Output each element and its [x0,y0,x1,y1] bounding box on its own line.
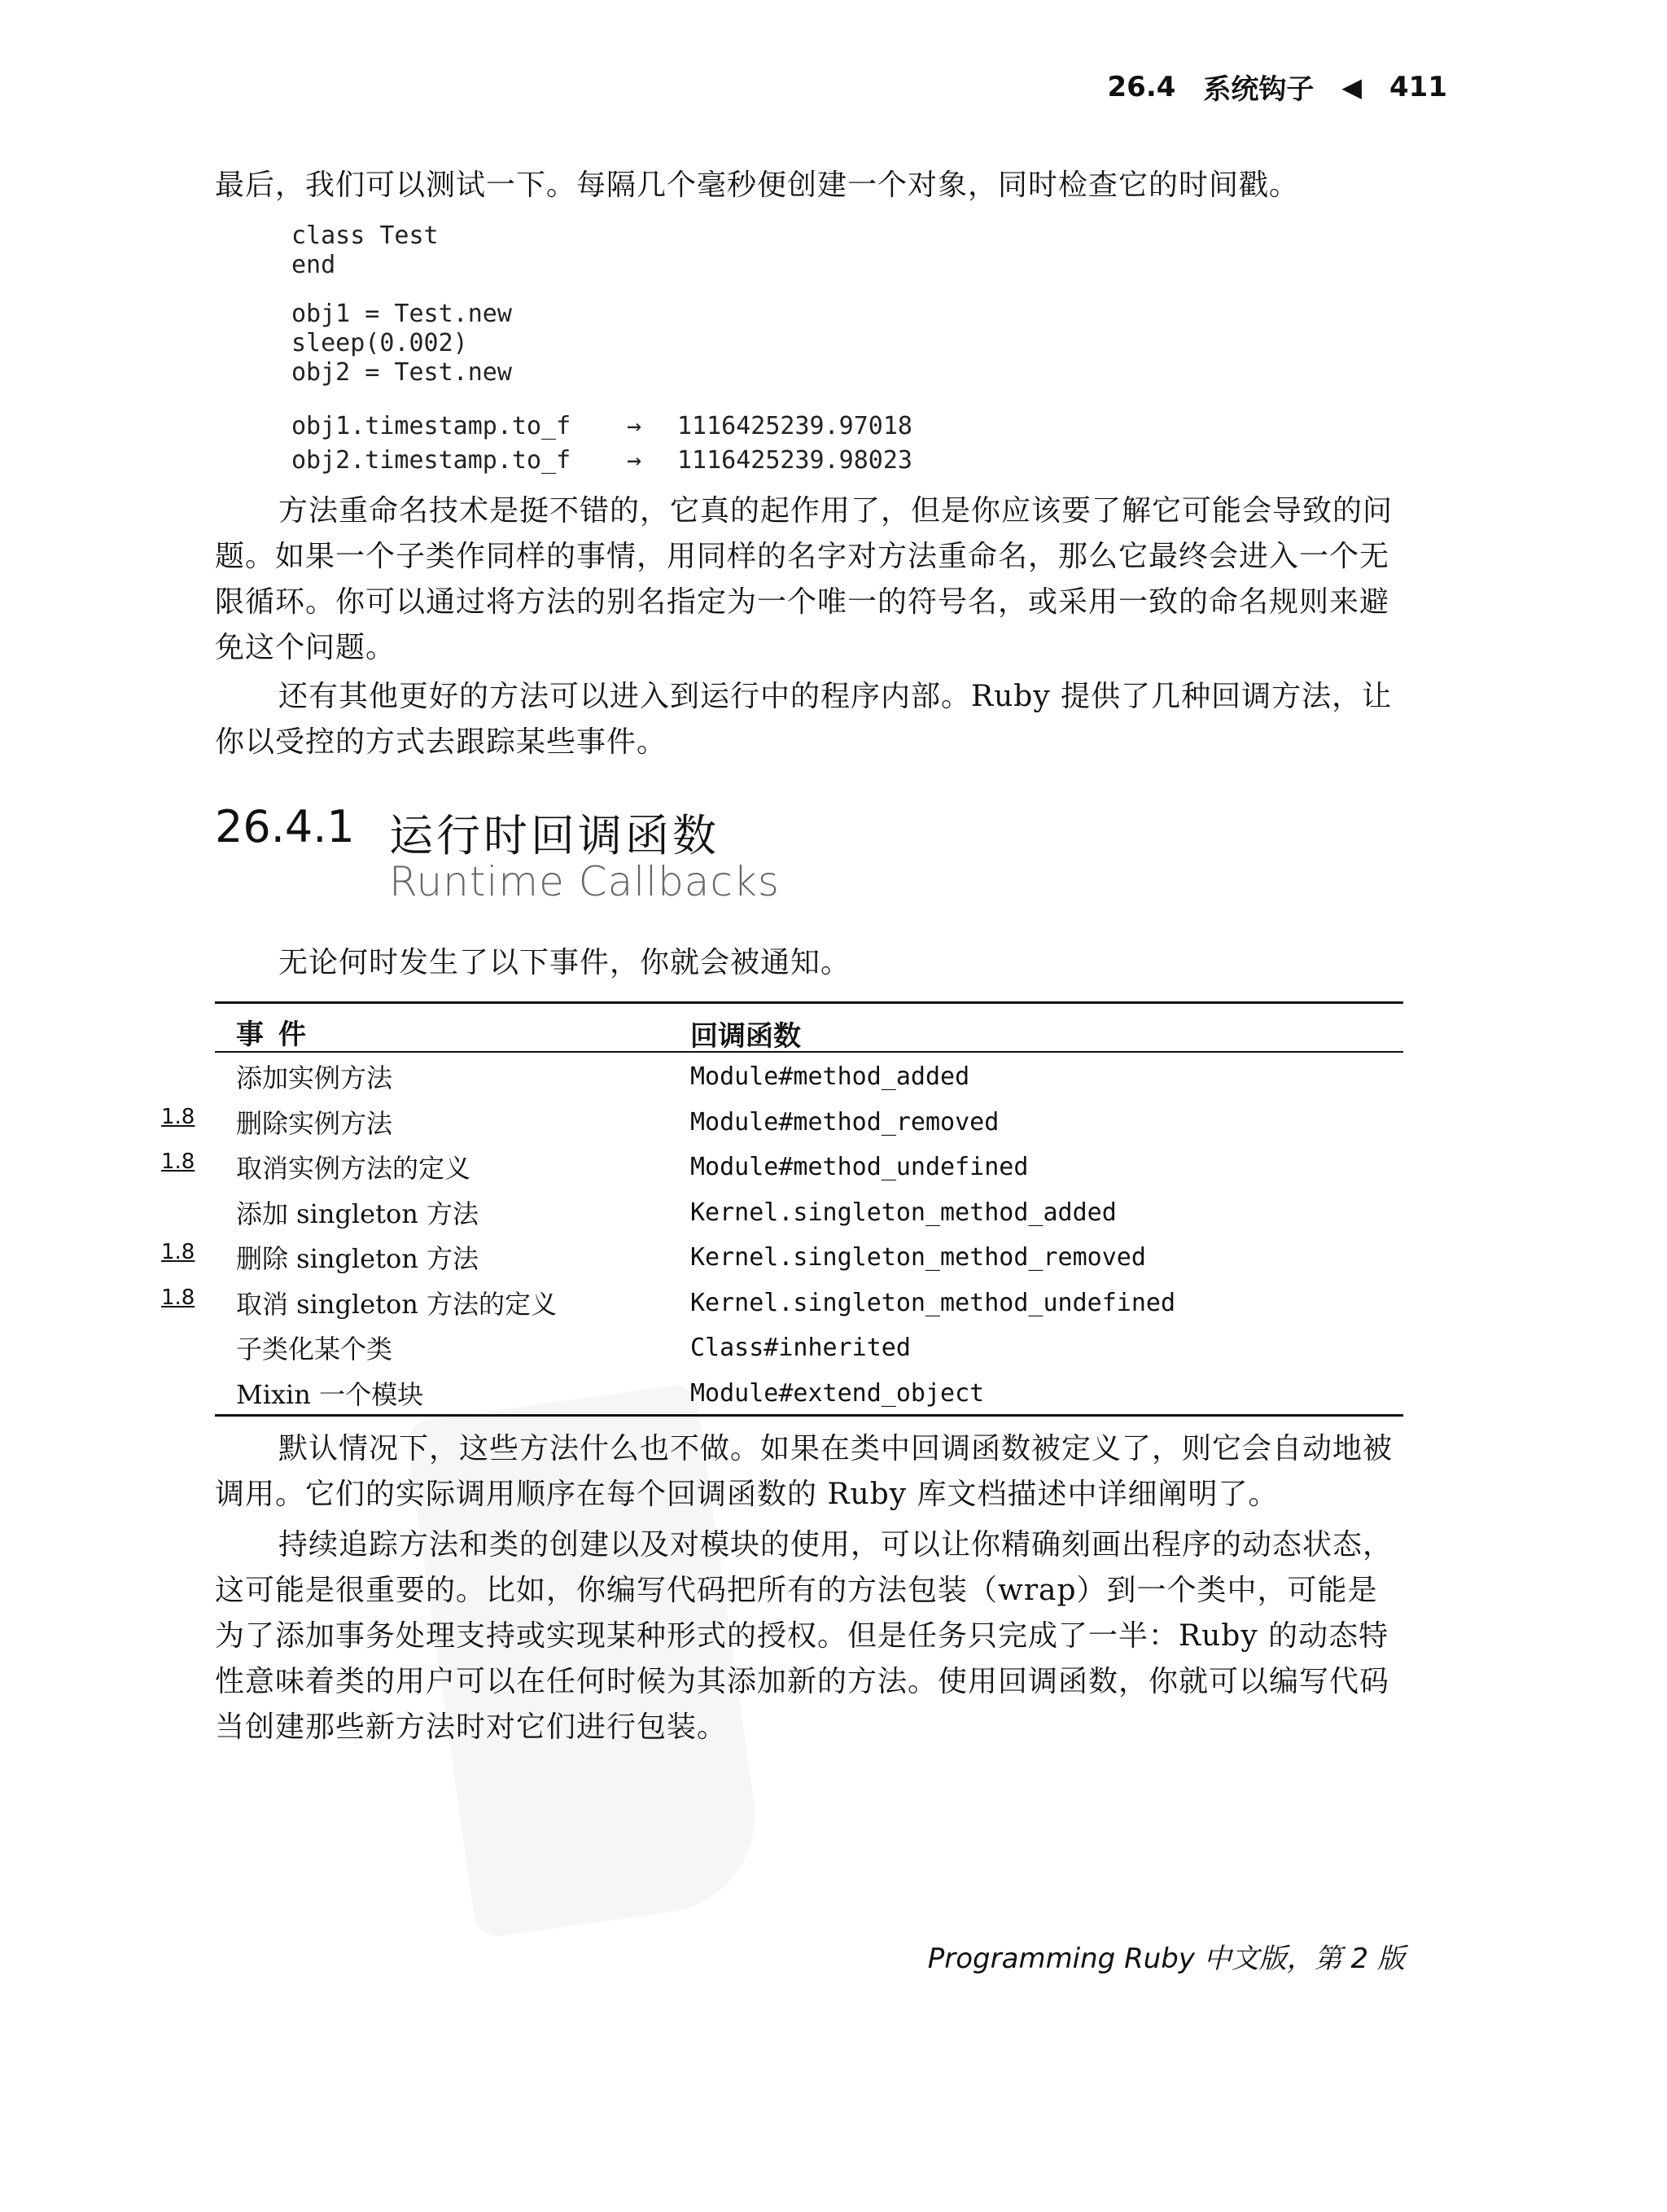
table-row [161,1143,1403,1189]
event-cell: 取消 singleton 方法的定义 [236,1288,558,1320]
version-note: 1.8 [161,1240,195,1264]
table-row [161,1098,1403,1144]
code-result-row [291,412,912,440]
table-row [215,1369,1403,1415]
code-block-class-def: class Test end [291,221,439,279]
callback-cell: Module#extend_object [690,1378,985,1408]
event-cell: 取消实例方法的定义 [236,1153,471,1184]
callbacks-table [161,1001,1403,1417]
version-note: 1.8 [161,1285,195,1310]
event-cell: 删除 singleton 方法 [236,1243,479,1274]
callback-cell: Module#method_removed [690,1107,1000,1137]
code-result-value: 1116425239.98023 [677,446,912,475]
body-paragraph: 方法重命名技术是挺不错的，它真的起作用了，但是你应该要了解它可能会导致的问题。如果一个子类作同样的事情，用同样的名字对方法重命名，那么它最终会进入一个无限循环。你可以通过将方法的别名指定为一个唯一的符号名，或采用一致的命名规则来避免这个问题。 [215,494,1394,664]
event-cell: 删除实例方法 [236,1107,393,1139]
table-row [161,1233,1403,1279]
table-header-event: 事件 [236,1018,321,1051]
event-cell: Mixin 一个模块 [236,1378,424,1410]
header-section-number: 26.4 [1107,70,1176,103]
section-number: 26.4.1 [215,801,355,852]
body-paragraph: 持续追踪方法和类的创建以及对模块的使用，可以让你精确刻画出程序的动态状态，这可能是很重要的。比如，你编写代码把所有的方法包装（wrap）到一个类中，可能是为了添加事务处理支持或实现某种形式的授权。但是任务只完成了一半：Ruby 的动态特性意味着类的用户可以在任何时候为其添加新的方法。使用回调函数，你就可以编写代码当创建那些新方法时对它们进行包装。 [215,1528,1394,1744]
table-row [161,1279,1403,1325]
running-header [1108,67,1447,107]
header-section-title: 系统钩子 [1203,73,1315,106]
table-row [215,1189,1403,1234]
callback-cell: Class#inherited [690,1334,911,1362]
code-result-value: 1116425239.97018 [677,412,912,440]
callback-cell: Module#method_undefined [690,1153,1029,1181]
section-title: 运行时回调函数 [389,810,720,861]
code-result-row [291,446,912,475]
code-expression: obj1.timestamp.to_f [291,412,571,440]
callback-cell: Kernel.singleton_method_added [690,1198,1117,1227]
section-subtitle: Runtime Callbacks [389,858,780,905]
version-note: 1.8 [161,1104,195,1129]
result-arrow-icon: → [627,446,642,475]
result-arrow-icon: → [627,412,642,440]
body-paragraph: 默认情况下，这些方法什么也不做。如果在类中回调函数被定义了，则它会自动地被调用。它们的实际调用顺序在每个回调函数的 Ruby 库文档描述中详细阐明了。 [215,1432,1394,1511]
event-cell: 添加实例方法 [236,1062,393,1093]
table-header-callback: 回调函数 [690,1020,801,1053]
callback-cell: Kernel.singleton_method_removed [690,1243,1146,1272]
table-row [215,1324,1403,1369]
book-footer: Programming Ruby 中文版，第 2 版 [927,1943,1405,1975]
event-cell: 子类化某个类 [236,1334,393,1364]
body-paragraph: 无论何时发生了以下事件，你就会被通知。 [278,946,851,979]
table-header-row [215,1004,1403,1051]
page-number: 411 [1389,70,1447,103]
callback-cell: Module#method_added [690,1062,970,1091]
intro-paragraph: 最后，我们可以测试一下。每隔几个毫秒便创建一个对象，同时检查它的时间戳。 [215,169,1300,202]
version-note: 1.8 [161,1150,195,1174]
code-block-objects: obj1 = Test.new sleep(0.002) obj2 = Test.new [291,300,512,387]
event-cell: 添加 singleton 方法 [236,1198,479,1229]
body-paragraph: 还有其他更好的方法可以进入到运行中的程序内部。Ruby 提供了几种回调方法，让你以受控的方式去跟踪某些事件。 [215,680,1393,759]
table-row [215,1053,1403,1098]
triangle-marker-icon: ◀ [1341,71,1363,103]
callback-cell: Kernel.singleton_method_undefined [690,1288,1176,1317]
table-bottom-rule [215,1414,1403,1417]
code-expression: obj2.timestamp.to_f [291,446,571,475]
